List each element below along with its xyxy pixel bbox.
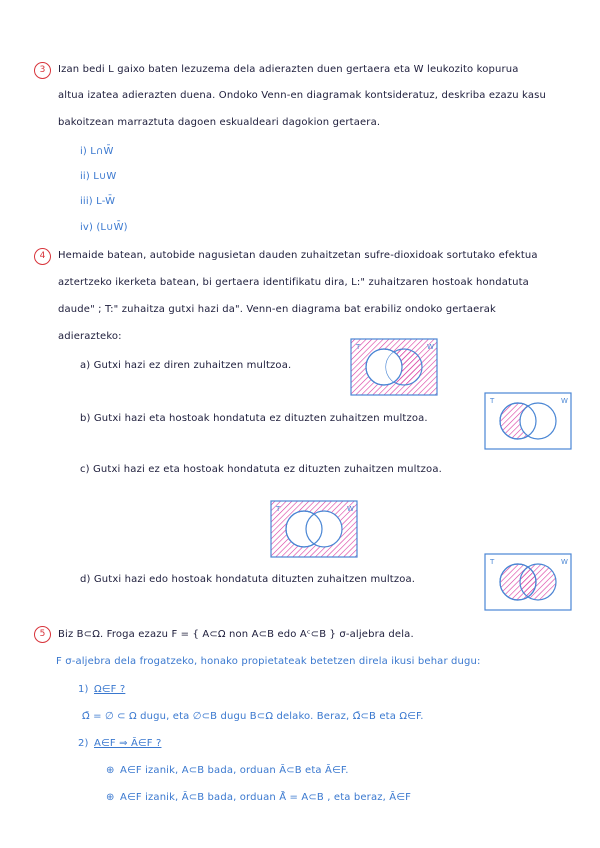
problem4-line2: aztertzeko ikerketa batean, bi gertaera identifikatu dira, L:" zuhaitzaren hostoak hondatuta — [58, 277, 529, 288]
problem-number-5: 5 — [34, 626, 51, 643]
problem4-item-c: c) Gutxi hazi ez eta hostoak hondatuta ez dituzten zuhaitzen multzoa. — [80, 464, 442, 475]
problem5-statement: Biz B⊂Ω. Froga ezazu F = { A⊂Ω non A⊂B edo Aᶜ⊂B } σ-aljebra dela. — [58, 629, 414, 640]
problem4-line3: daude" ; T:" zuhaitza gutxi hazi da". Venn-en diagrama bat erabiliz ondoko gertaerak — [58, 304, 496, 315]
problem4-item-d: d) Gutxi hazi edo hostoak hondatuta dituzten zuhaitzen multzoa. — [80, 574, 416, 585]
venn-d-label-t: T — [490, 558, 495, 566]
property2-label: 2) — [78, 738, 89, 749]
problem-number-4: 4 — [34, 248, 51, 265]
problem4-line4: adierazteko: — [58, 331, 122, 342]
property1-claim: Ω∈F ? — [94, 684, 126, 695]
property2-case2: A∈F izanik, Ā⊂B bada, orduan Ā̄ = A⊂B , eta beraz, Ā∈F — [120, 792, 412, 803]
venn-d-label-w: W — [561, 558, 568, 566]
problem3-item-ii: ii) L∪W — [80, 171, 117, 182]
problem3-line3: bakoitzean marraztuta dagoen eskualdeari dagokion gertaera. — [58, 117, 381, 128]
venn-a-label-w: W — [427, 343, 434, 351]
venn-b-label-t: T — [490, 397, 495, 405]
problem3-line2: altua izatea adierazten duena. Ondoko Venn-en diagramak kontsideratuz, deskriba ezazu kasu — [58, 90, 546, 101]
venn-diagram-a — [350, 338, 438, 396]
venn-diagram-c — [270, 500, 358, 558]
problem4-item-a: a) Gutxi hazi ez diren zuhaitzen multzoa. — [80, 360, 292, 371]
venn-b-label-w: W — [561, 397, 568, 405]
property1-label: 1) — [78, 684, 89, 695]
problem-number-3: 3 — [34, 62, 51, 79]
property2-claim: A∈F ⇒ Ā∈F ? — [94, 738, 162, 749]
problem5-intro: F σ-aljebra dela frogatzeko, honako propietateak betetzen direla ikusi behar dugu: — [56, 656, 481, 667]
venn-a-label-t: T — [356, 343, 361, 351]
venn-diagram-d — [484, 553, 572, 611]
property2-case2-bullet: ⊕ — [106, 792, 115, 803]
venn-c-label-w: W — [347, 505, 354, 513]
property2-case1-bullet: ⊕ — [106, 765, 115, 776]
problem4-item-b: b) Gutxi hazi eta hostoak hondatuta ez dituzten zuhaitzen multzoa. — [80, 413, 428, 424]
property1-proof: Ω̄ = ∅ ⊂ Ω dugu, eta ∅⊂B dugu B⊂Ω delako. Beraz, Ω̄⊂B eta Ω∈F. — [82, 711, 424, 722]
problem4-line1: Hemaide batean, autobide nagusietan dauden zuhaitzetan sufre-dioxidoak sortutako efektua — [58, 250, 538, 261]
venn-diagram-b — [484, 392, 572, 450]
property2-case1: A∈F izanik, A⊂B bada, orduan Ā⊂B eta Ā∈F. — [120, 765, 349, 776]
problem3-item-iv: iv) (L∪W̄) — [80, 222, 128, 233]
problem3-item-iii: iii) L-W̄ — [80, 196, 116, 207]
venn-c-label-t: T — [276, 505, 281, 513]
problem3-line1: Izan bedi L gaixo baten lezuzema dela adierazten duen gertaera eta W leukozito kopurua — [58, 64, 519, 75]
problem3-item-i: i) L∩W̄ — [80, 146, 114, 157]
